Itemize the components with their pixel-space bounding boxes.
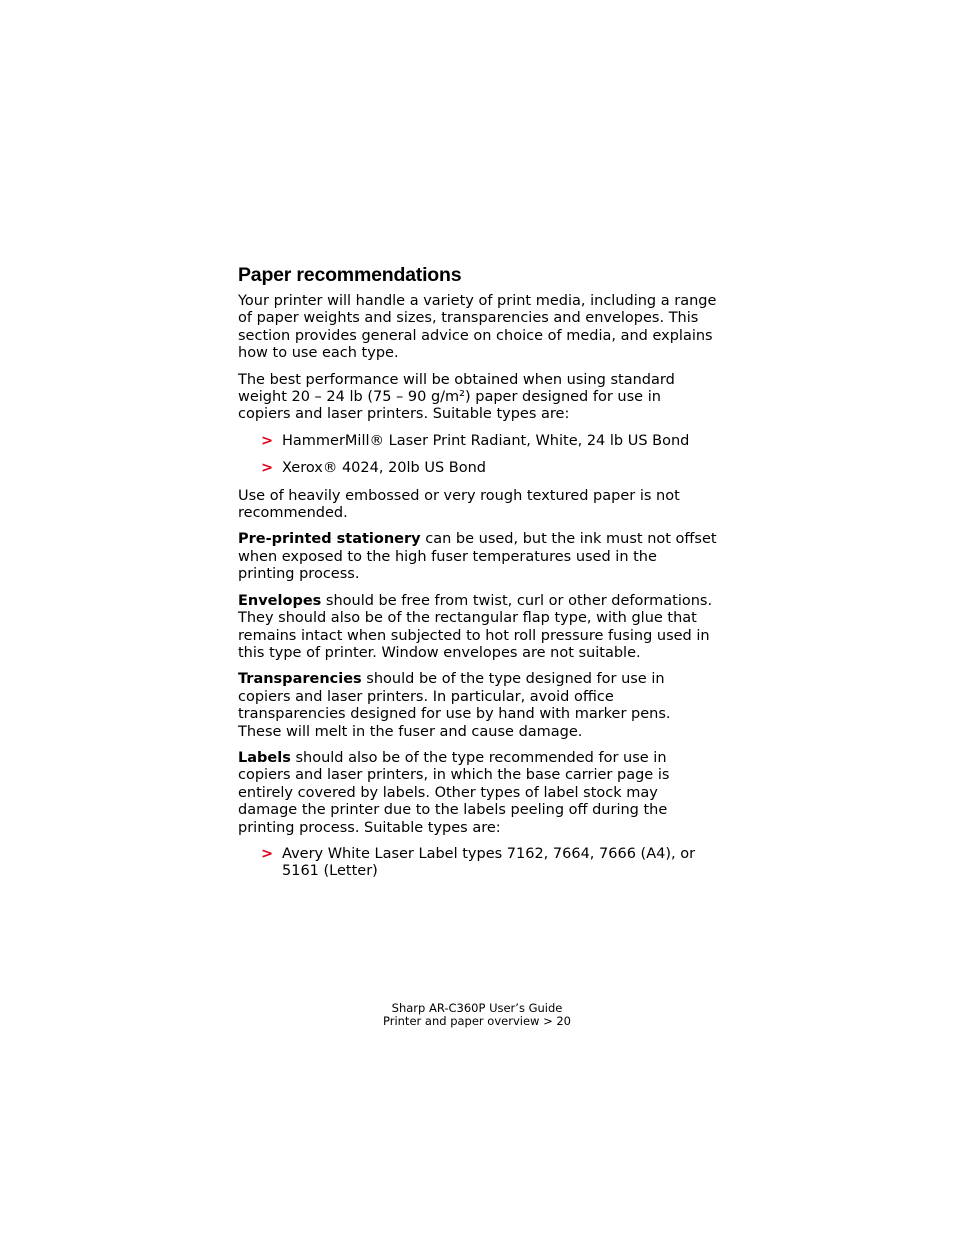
list-item: [238, 460, 718, 477]
list-item-text: Xerox® 4024, 20lb US Bond: [282, 460, 487, 477]
embossed-paragraph: Use of heavily embossed or very rough textured paper is not recommended.: [238, 487, 680, 522]
section-heading: Paper recommendations: [238, 264, 462, 286]
envelopes-term: Envelopes: [238, 592, 322, 609]
envelopes-text: should be free from twist, curl or other deformations. They should also be of the rectangular flap type, with glue that remains intact when subjected to hot roll pressure fusing used in this type of printer. Window envelopes are not suitable.: [238, 592, 713, 661]
performance-paragraph: The best performance will be obtained when using standard weight 20 – 24 lb (75 – 90 g/m²) paper designed for use in copiers and laser printers. Suitable types are:: [238, 371, 675, 423]
page-footer: [0, 1002, 954, 1028]
preprinted-text: can be used, but the ink must not offset when exposed to the high fuser temperatures used in the printing process.: [238, 531, 717, 583]
list-item: [238, 433, 718, 450]
preprinted-paragraph: [238, 531, 718, 583]
bullet-arrow-icon: >: [261, 460, 274, 477]
paper-types-list: [238, 433, 718, 478]
labels-term: Labels: [238, 749, 291, 766]
document-body: [238, 263, 718, 891]
list-item: [238, 846, 718, 881]
preprinted-term: Pre-printed stationery: [238, 531, 421, 548]
intro-paragraph: Your printer will handle a variety of print media, including a range of paper weights and sizes, transparencies and envelopes. This section provides general advice on choice of media, and explains how to use each type.: [238, 293, 717, 362]
bullet-arrow-icon: >: [261, 845, 274, 862]
labels-text: should also be of the type recommended for use in copiers and laser printers, in which the base carrier page is entirely covered by labels. Other types of label stock may damage the printer due to the labels peeling off during the printing process. Suitable types are:: [238, 749, 670, 836]
transparencies-paragraph: [238, 671, 718, 741]
footer-breadcrumb: Printer and paper overview > 20: [382, 1014, 571, 1028]
list-item-text: Avery White Laser Label types 7162, 7664, 7666 (A4), or 5161 (Letter): [282, 845, 696, 880]
bullet-arrow-icon: >: [261, 432, 274, 449]
label-types-list: [238, 846, 718, 881]
list-item-text: HammerMill® Laser Print Radiant, White, 24 lb US Bond: [282, 432, 690, 449]
transparencies-term: Transparencies: [238, 671, 362, 688]
transparencies-text: should be of the type designed for use in copiers and laser printers. In particular, avoid office transparencies designed for use by hand with marker pens. These will melt in the fuser and cause damage.: [238, 671, 671, 740]
envelopes-paragraph: [238, 593, 718, 663]
footer-guide-title: Sharp AR-C360P User’s Guide: [391, 1001, 563, 1015]
labels-paragraph: [238, 750, 718, 837]
